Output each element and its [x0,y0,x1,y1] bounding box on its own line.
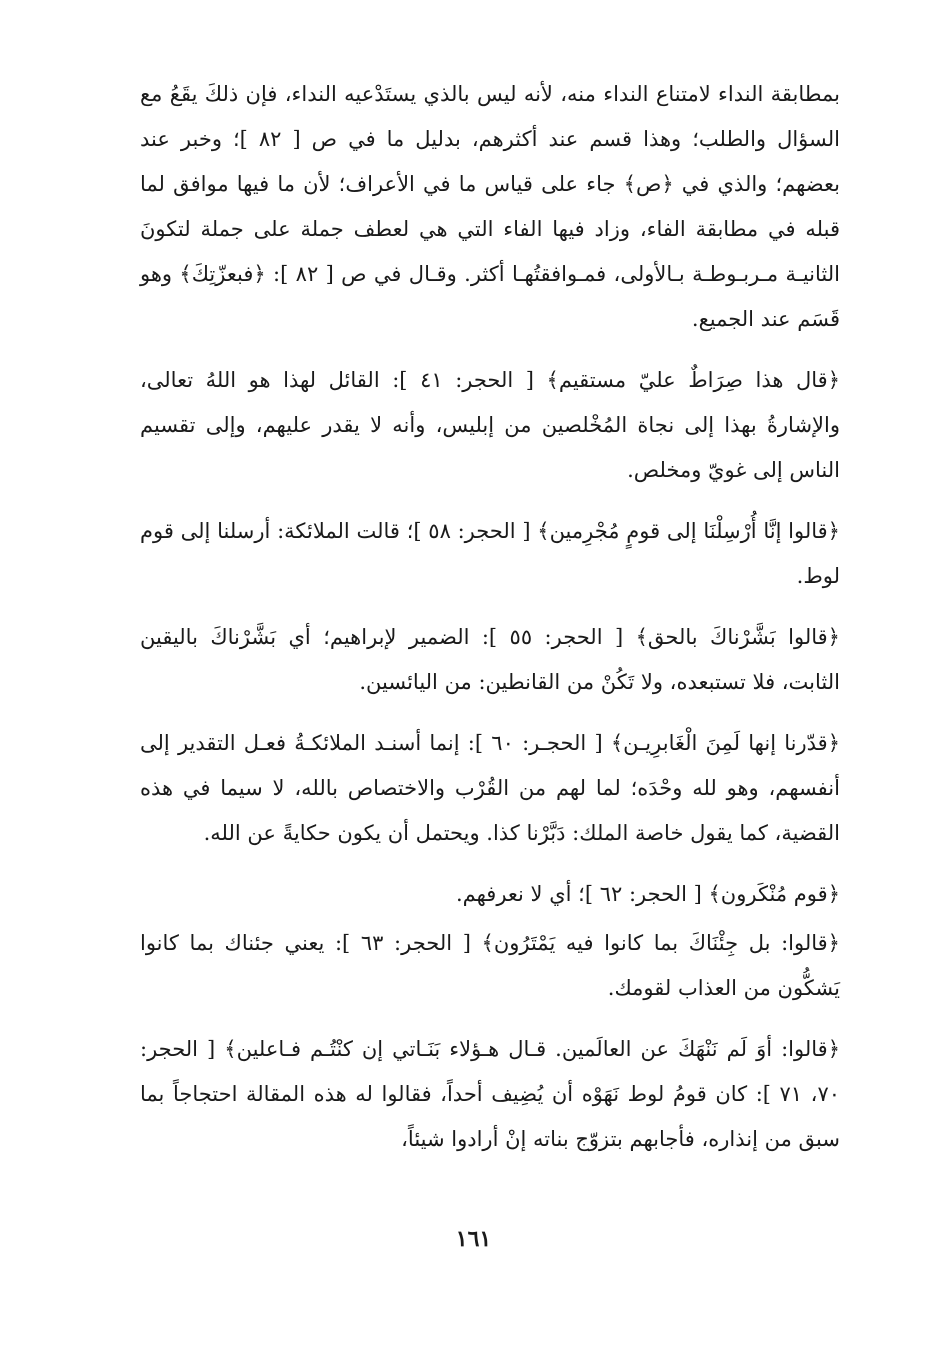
paragraph-2: ﴿قال هذا صِرَاطٌ عليّ مستقيم﴾ [ الحجر: ٤١ ]: القائل لهذا هو اللهُ تعالى، والإشارةُ بهذا إلى نجاة المُخْلصين من إبليس، وأنه لا يقدر عليهم، وإلى تقسيم الناس إلى غويّ ومخلص. [140,368,841,482]
body-text [140,72,840,1162]
paragraph-5: ﴿قدّرنا إنها لَمِنَ الْغَابرِيـن﴾ [ الحجـر: ٦٠ ]: إنما أسنـد الملائكـةُ فعـل التقدير إلى أنفسهم، وهو لله وحْدَه؛ لما لهم من القُرْب والاختصاص بالله، لا سيما في هذه القضية، كما يقول خاصة الملك: دَبَّرْنا كذا. ويحتمل أن يكون حكايةً عن الله. [140,731,841,845]
page-number: ١٦١ [455,1226,492,1252]
paragraph-7: ﴿قالوا: بل جِئْنَاكَ بما كانوا فيه يَمْتَرُون﴾ [ الحجر: ٦٣ ]: يعني جئناك بما كانوا يَشكُّون من العذاب لقومك. [140,931,840,1000]
paragraph-1: بمطابقة النداء لامتناع النداء منه، لأنه ليس بالذي يستَدْعيه النداء، فإن ذلكَ يقَعُ مع السؤال والطلب؛ وهذا قسم عند أكثرهم، بدليل ما في ص [ ٨٢ ]؛ وخبر عند بعضهم؛ والذي في ﴿ص﴾ جاء على قياس ما في الأعراف؛ لأن ما فيها موافق لما قبله في مطابقة الفاء، وزاد فيها الفاء التي هي لعطف جملة على جملة لتكونَ الثانيـة مـربـوطـة بـالأولى، فمـوافقتُهـا أكثر. وقـال في ص [ ٨٢ ]: ﴿فبعزّتِكَ﴾ وهو قَسَم عند الجميع. [140,82,840,331]
paragraph-8: ﴿قالوا: أوَ لَم نَنْهَكَ عن العالَمين. قـال هـؤلاء بَنَـاتي إن كنْتُـم فـاعلين﴾ [ الحجر: ٧٠، ٧١ ]: كان قومُ لوط نَهَوْه أن يُضِيف أحداً، فقالوا له هذه المقالة احتجاجاً بما سبق من إنذاره، فأجابهم بتزوّج بناته إنْ أرادوا شيئاً، [140,1037,840,1151]
paragraph-3: ﴿قالوا إنَّا أُرْسِلْنَا إلى قومٍ مُجْرِمين﴾ [ الحجر: ٥٨ ]؛ قالت الملائكة: أرسلنا إلى قوم لوط. [140,519,840,588]
paragraph-4: ﴿قالوا بَشَّرْناكَ بالحق﴾ [ الحجر: ٥٥ ]: الضمير لإبراهيم؛ أي بَشَّرْناكَ باليقين الثابت، فلا تستبعده، ولا تَكُنْ من القانطين: من اليائسين. [140,625,840,694]
paragraph-6: ﴿قوم مُنْكَرون﴾ [ الحجر: ٦٢ ]؛ أي لا نعرفهم. [455,882,840,906]
